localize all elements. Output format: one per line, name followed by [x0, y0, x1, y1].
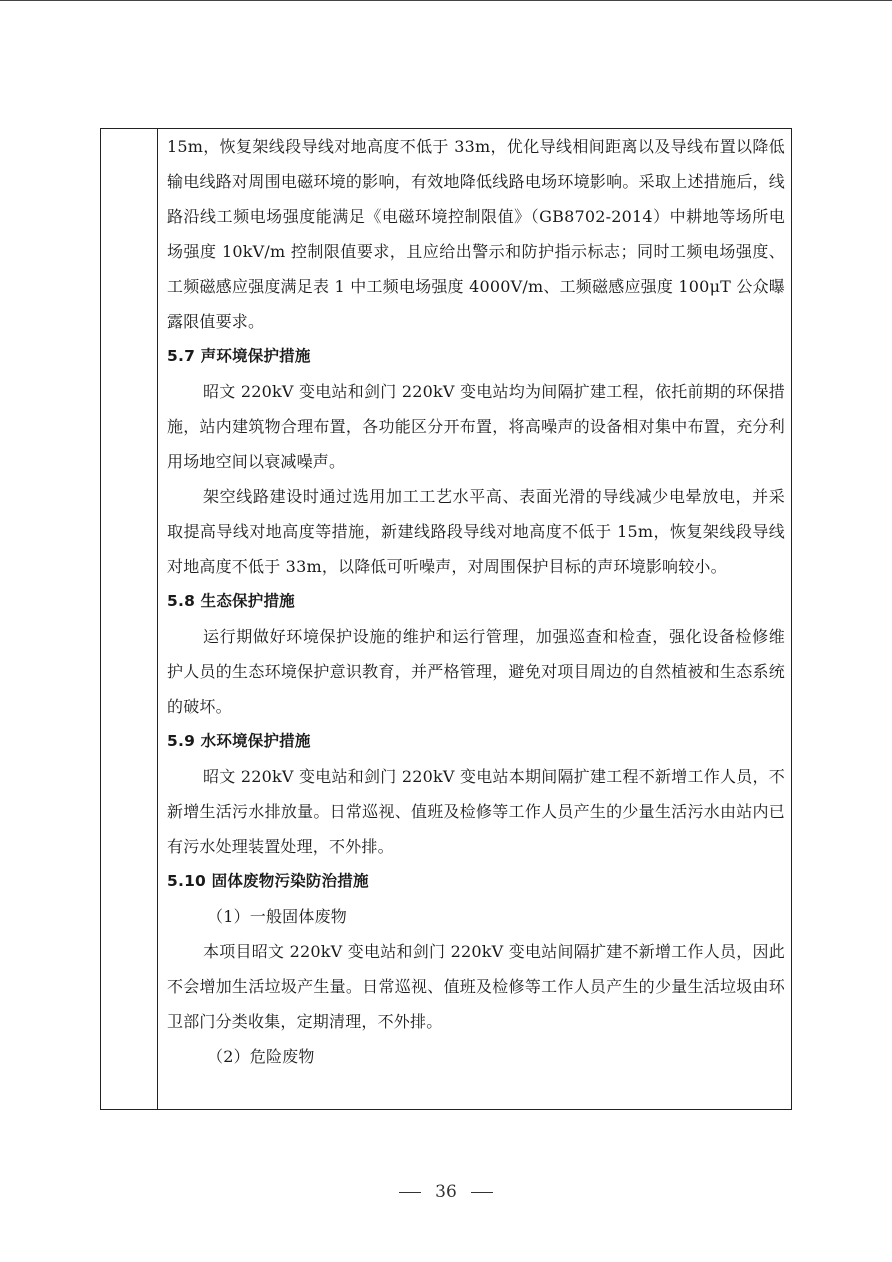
section-heading-5-8: 5.8 生态保护措施: [167, 592, 295, 610]
paragraph: 架空线路建设时通过选用加工工艺水平高、表面光滑的导线减少电晕放电，并采取提高导线对地高度等措施，新建线路段导线对地高度不低于 15m，恢复架线段导线对地高度不低于 33m，以降低可听噪声，对周围保护目标的声环境影响较小。: [167, 487, 785, 576]
footer-dash-left: [399, 1192, 421, 1193]
section-heading-5-7: 5.7 声环境保护措施: [167, 347, 311, 365]
list-item: （1）一般固体废物: [207, 907, 347, 926]
list-item: （2）危险废物: [207, 1047, 315, 1066]
page-footer: [0, 1182, 892, 1202]
table-content-cell: [167, 129, 785, 1074]
page-number: 36: [435, 1182, 457, 1202]
paragraph-continued: 15m，恢复架线段导线对地高度不低于 33m，优化导线相间距离以及导线布置以降低输电线路对周围电磁环境的影响，有效地降低线路电场环境影响。采取上述措施后，线路沿线工频电场强度能满足《电磁环境控制限值》（GB8702-2014）中耕地等场所电场强度 10kV/m 控制限值要求，且应给出警示和防护指示标志；同时工频电场强度、工频磁感应强度满足表 1 中工频电场强度 4000V/m、工频磁感应强度 100μT 公众曝露限值要求。: [167, 137, 785, 331]
paragraph: 昭文 220kV 变电站和剑门 220kV 变电站均为间隔扩建工程，依托前期的环保措施，站内建筑物合理布置，各功能区分开布置，将高噪声的设备相对集中布置，充分利用场地空间以衰减噪声。: [167, 382, 785, 471]
section-heading-5-9: 5.9 水环境保护措施: [167, 732, 311, 750]
section-heading-5-10: 5.10 固体废物污染防治措施: [167, 872, 369, 890]
paragraph: 运行期做好环境保护设施的维护和运行管理，加强巡查和检查，强化设备检修维护人员的生态环境保护意识教育，并严格管理，避免对项目周边的自然植被和生态系统的破坏。: [167, 627, 785, 716]
content-table: [100, 128, 792, 1110]
footer-dash-right: [471, 1192, 493, 1193]
paragraph: 本项目昭文 220kV 变电站和剑门 220kV 变电站间隔扩建不新增工作人员，因此不会增加生活垃圾产生量。日常巡视、值班及检修等工作人员产生的少量生活垃圾由环卫部门分类收集，定期清理，不外排。: [167, 942, 785, 1031]
paragraph: 昭文 220kV 变电站和剑门 220kV 变电站本期间隔扩建工程不新增工作人员，不新增生活污水排放量。日常巡视、值班及检修等工作人员产生的少量生活污水由站内已有污水处理装置处理，不外排。: [167, 767, 785, 856]
top-border-line: [0, 0, 892, 1]
table-left-column: [101, 129, 158, 1109]
